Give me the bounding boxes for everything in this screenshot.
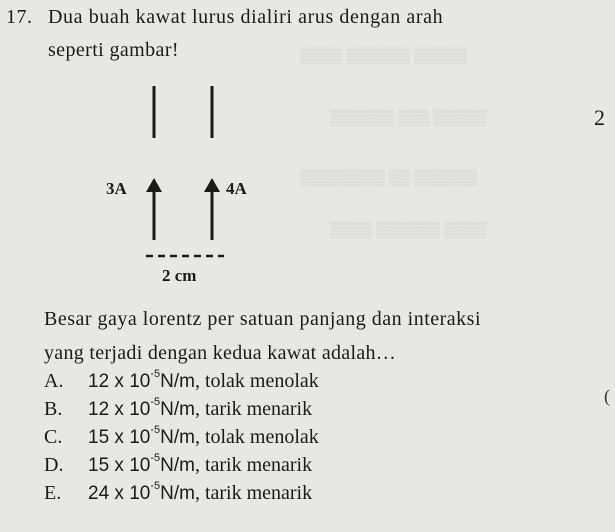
- option-letter: A.: [44, 370, 64, 392]
- option-letter: B.: [44, 398, 63, 420]
- option-interaction: , tarik menarik: [194, 398, 313, 420]
- prompt-text-line-2: yang terjadi dengan kedua kawat adalah…: [44, 342, 397, 364]
- option-b[interactable]: [44, 398, 312, 421]
- option-letter: E.: [44, 482, 62, 504]
- option-exponent: -5: [150, 424, 161, 436]
- option-e[interactable]: [44, 482, 312, 505]
- question-text-line-1: Dua buah kawat lurus dialiri arus dengan arah: [48, 6, 444, 28]
- question-text-line-2: seperti gambar!: [48, 39, 179, 61]
- right-wire-current-label: 4A: [226, 179, 247, 198]
- option-c[interactable]: [44, 426, 319, 449]
- option-exponent: -5: [150, 452, 161, 464]
- option-exponent: -5: [150, 368, 161, 380]
- option-coefficient: 12 x $10^{-5}$: [88, 396, 161, 420]
- option-coefficient: 15 x $10^{-5}$: [88, 424, 161, 448]
- left-wire-arrow-up-icon: [146, 178, 162, 192]
- option-unit: N/m: [160, 399, 195, 420]
- wire-diagram: [90, 80, 250, 295]
- option-d[interactable]: [44, 454, 312, 477]
- option-unit: N/m: [160, 455, 195, 476]
- option-interaction: , tolak menolak: [194, 426, 319, 448]
- cropped-margin-mark: (: [604, 386, 610, 406]
- option-exponent: -5: [150, 480, 161, 492]
- right-wire-arrow-up-icon: [204, 178, 220, 192]
- cropped-margin-number: 2: [594, 105, 605, 130]
- option-interaction: , tarik menarik: [194, 482, 313, 504]
- option-unit: N/m: [160, 427, 195, 448]
- option-interaction: , tarik menarik: [194, 454, 313, 476]
- prompt-text-line-1: Besar gaya lorentz per satuan panjang dan interaksi: [44, 308, 482, 330]
- bleed-through-text: ▒▒▒▒▒ ▒▒▒▒▒▒ ▒▒▒▒: [300, 48, 467, 64]
- option-interaction: , tolak menolak: [194, 370, 319, 392]
- option-letter: C.: [44, 426, 63, 448]
- distance-label: 2 cm: [162, 266, 197, 285]
- question-number: 17.: [6, 6, 33, 28]
- option-letter: D.: [44, 454, 64, 476]
- option-coefficient: 12 x $10^{-5}$: [88, 368, 161, 392]
- option-coefficient: 15 x $10^{-5}$: [88, 452, 161, 476]
- option-exponent: -5: [150, 396, 161, 408]
- option-a[interactable]: [44, 370, 319, 393]
- bleed-through-text: ▒▒▒▒▒▒ ▒▒ ▒▒▒▒▒▒▒▒: [300, 170, 478, 186]
- bleed-through-text: ▒▒▒▒ ▒▒▒▒▒▒ ▒▒▒▒: [330, 222, 487, 238]
- option-unit: N/m: [160, 371, 195, 392]
- bleed-through-text: ▒▒▒▒▒ ▒▒▒ ▒▒▒▒▒▒: [330, 110, 487, 126]
- option-unit: N/m: [160, 483, 195, 504]
- left-wire-current-label: 3A: [106, 179, 127, 198]
- option-coefficient: 24 x $10^{-5}$: [88, 480, 161, 504]
